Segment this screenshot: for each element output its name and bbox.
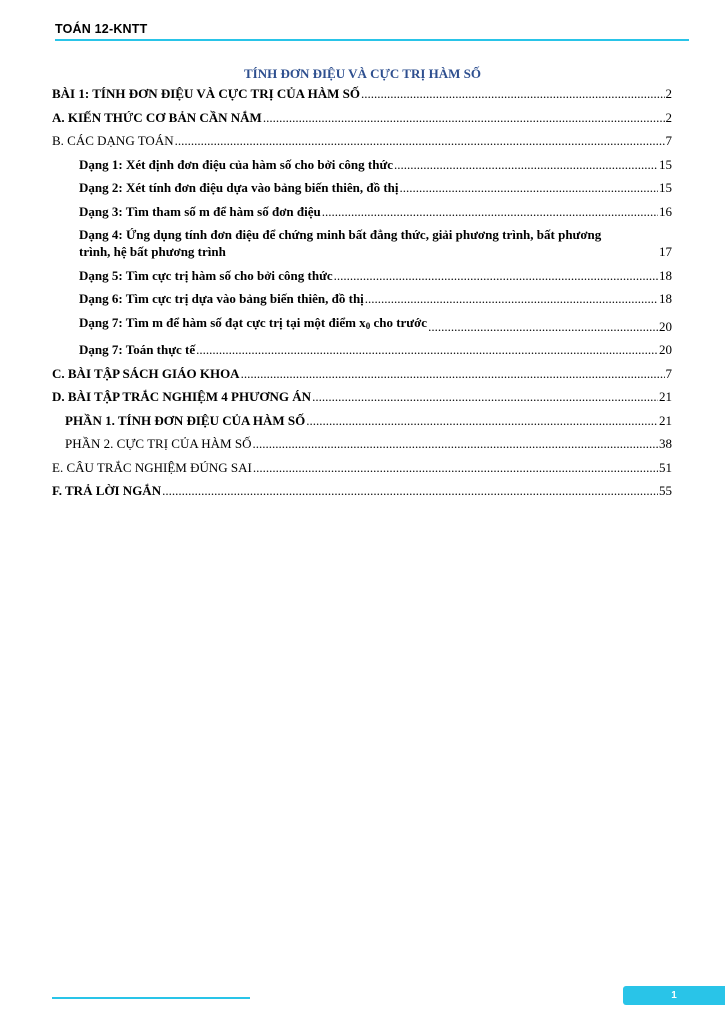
toc-entry-label: E. CÂU TRẮC NGHIỆM ĐÚNG SAI [52, 459, 252, 475]
toc-entry-dang-7-cuc-tri[interactable] [52, 314, 672, 335]
toc-entry-dang-7-thuc-te[interactable] [52, 341, 672, 358]
toc-entry-label: Dạng 2: Xét tính đơn điệu dựa vào bảng biến thiên, đồ thị [79, 180, 399, 195]
toc-entry-label [79, 314, 427, 335]
dot-leader [263, 109, 665, 126]
toc-entry-page: 38 [659, 436, 672, 451]
toc-entry-dang-4[interactable] [52, 226, 672, 260]
header-rule [55, 39, 689, 41]
toc-entry-page: 21 [659, 389, 672, 404]
toc-entry-dang-5[interactable] [52, 267, 672, 284]
toc-entry-section-f[interactable] [52, 482, 672, 499]
toc-entry-dang-3[interactable] [52, 203, 672, 220]
toc-entry-label: Dạng 3: Tìm tham số m để hàm số đơn điệu [79, 203, 321, 219]
toc-title: TÍNH ĐƠN ĐIỆU VÀ CỰC TRỊ HÀM SỐ [243, 66, 482, 81]
toc-entry-label: B. CÁC DẠNG TOÁN [52, 133, 174, 148]
toc-entry-section-e[interactable] [52, 459, 672, 476]
toc-entry-page: 20 [659, 318, 672, 334]
toc-entry-phan-2[interactable] [52, 435, 672, 452]
toc-entry-page: 20 [659, 342, 672, 357]
toc-entry-page: 2 [665, 86, 672, 101]
toc-entry-page: 15 [659, 156, 672, 172]
toc-entry-section-b[interactable] [52, 132, 672, 149]
toc-entry-phan-1[interactable] [52, 412, 672, 429]
toc-entry-dang-6[interactable] [52, 290, 672, 307]
toc-entry-label: PHẦN 1. TÍNH ĐƠN ĐIỆU CỦA HÀM SỐ [65, 412, 306, 428]
running-header-title: TOÁN 12-KNTT [55, 22, 148, 36]
dot-leader [400, 179, 659, 196]
toc-entry-page: 18 [659, 291, 672, 306]
toc-entry-label: F. TRẢ LỜI NGẮN [52, 483, 162, 498]
toc-entry-label-tail: cho trước [370, 314, 428, 330]
toc-entry-page: 51 [659, 459, 672, 475]
dot-leader [428, 318, 658, 335]
toc-entry-label-subscript: 0 [365, 320, 371, 331]
page-number-badge: 1 [623, 986, 725, 1005]
toc-entry-dang-2[interactable] [52, 179, 672, 196]
toc-entry-section-a[interactable] [52, 109, 672, 126]
toc-entry-label-line-1: Dạng 4: Ứng dụng tính đơn điệu để chứng minh bất đẳng thức, giải phương trình, bất phương [79, 227, 602, 242]
toc-entry-label: Dạng 6: Tìm cực trị dựa vào bảng biến thiên, đồ thị [79, 291, 364, 306]
toc-entry-page: 17 [659, 244, 672, 259]
toc-entry-page: 15 [659, 180, 672, 195]
table-of-contents [52, 85, 672, 506]
toc-entry-page: 7 [665, 365, 672, 381]
dot-leader [394, 156, 658, 173]
dot-leader [162, 482, 658, 499]
dot-leader [361, 85, 665, 102]
toc-entry-dang-1[interactable] [52, 156, 672, 173]
dot-leader [253, 459, 658, 476]
toc-entry-label: C. BÀI TẬP SÁCH GIÁO KHOA [52, 365, 240, 381]
dot-leader [196, 341, 658, 358]
dot-leader [334, 267, 658, 284]
toc-entry-label-main: Dạng 7: Tìm m để hàm số đạt cực trị tại một điểm x [79, 314, 366, 330]
toc-entry-label-line-2: trình, hệ bất phương trình [79, 244, 226, 259]
toc-entry-label: Dạng 5: Tìm cực trị hàm số cho bởi công thức [79, 267, 333, 283]
toc-entry-section-c[interactable] [52, 365, 672, 382]
toc-entry-bai-1[interactable] [52, 85, 672, 102]
toc-entry-label: Dạng 7: Toán thực tế [79, 342, 196, 357]
toc-entry-page: 16 [659, 203, 672, 219]
dot-leader [322, 203, 658, 220]
dot-leader [175, 132, 665, 149]
toc-entry-label: Dạng 1: Xét định đơn điệu của hàm số cho bởi công thức [79, 156, 394, 172]
toc-entry-page: 2 [665, 109, 672, 125]
toc-entry-label: D. BÀI TẬP TRẮC NGHIỆM 4 PHƯƠNG ÁN [52, 389, 312, 404]
toc-entry-section-d[interactable] [52, 388, 672, 405]
dot-leader [312, 388, 658, 405]
dot-leader [306, 412, 658, 429]
dot-leader [365, 290, 658, 307]
toc-entry-label: BÀI 1: TÍNH ĐƠN ĐIỆU VÀ CỰC TRỊ CỦA HÀM SỐ [52, 86, 360, 101]
toc-entry-page: 7 [665, 133, 672, 148]
toc-entry-label: PHẦN 2. CỰC TRỊ CỦA HÀM SỐ [65, 436, 252, 451]
toc-entry-page: 55 [659, 483, 672, 498]
toc-entry-page: 21 [659, 412, 672, 428]
footer-rule [52, 997, 250, 999]
toc-entry-label: A. KIẾN THỨC CƠ BẢN CẦN NẮM [52, 109, 262, 125]
dot-leader [252, 435, 658, 452]
toc-entry-page: 18 [659, 267, 672, 283]
dot-leader [241, 365, 665, 382]
